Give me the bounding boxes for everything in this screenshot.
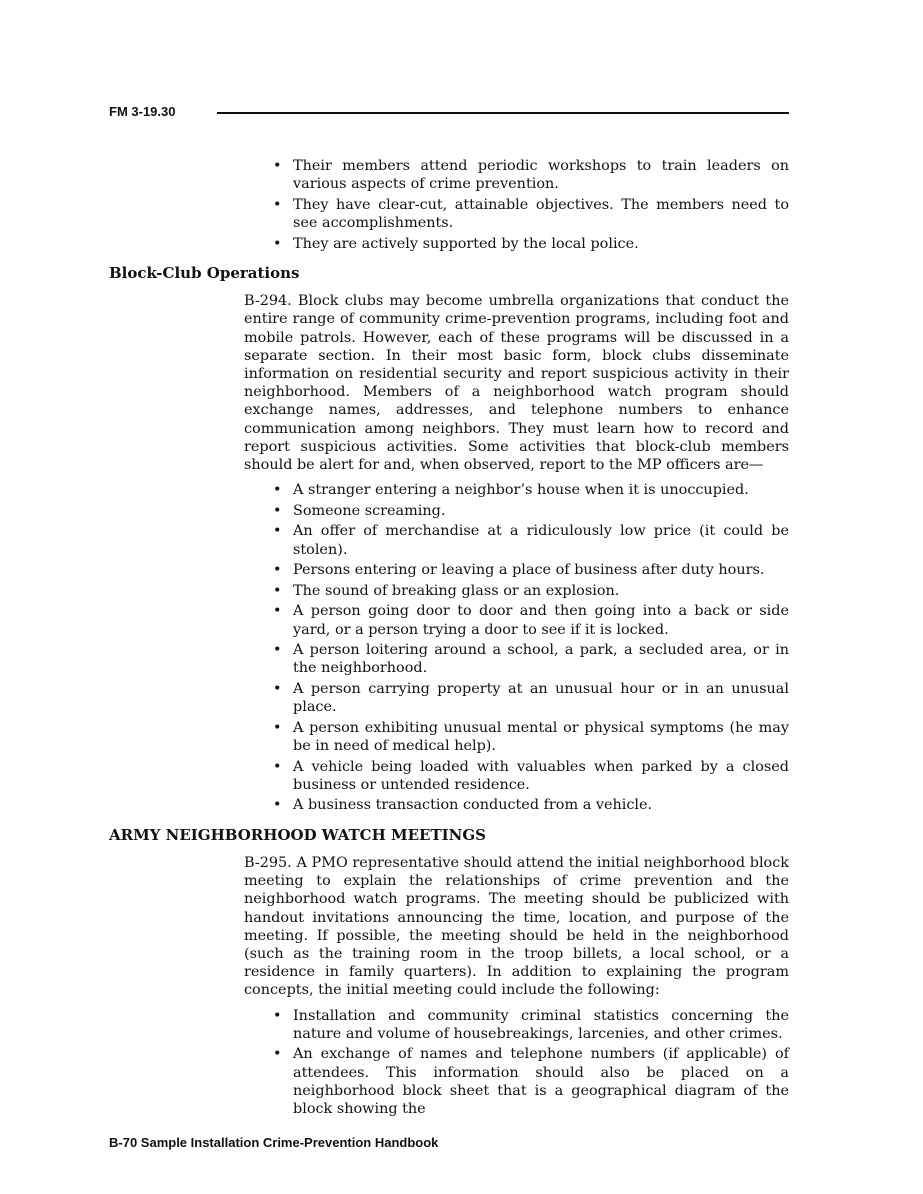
page-header	[109, 104, 789, 124]
list-item: • A stranger entering a neighbor’s house when it is unoccupied.	[273, 482, 749, 499]
bullet-glyph: •	[273, 482, 282, 499]
bullet-glyph: •	[273, 680, 282, 697]
list-item: • An exchange of names and telephone numbers (if applicable) of attendees. This information should also be placed on a neighborhood block sheet that is a geographical diagram of the block showing the	[273, 1046, 789, 1117]
bullet-glyph: •	[273, 523, 282, 540]
list-item: • They are actively supported by the local police.	[273, 235, 639, 252]
bullet-glyph: •	[273, 603, 282, 620]
list-item: • Their members attend periodic workshops to train leaders on various aspects of crime prevention.	[273, 158, 789, 193]
list-item: • A vehicle being loaded with valuables when parked by a closed business or untended residence.	[273, 758, 789, 793]
list-item: • An offer of merchandise at a ridiculously low price (it could be stolen).	[273, 523, 789, 558]
paragraph-b-294: B-294. Block clubs may become umbrella organizations that conduct the entire range of community crime-prevention programs, including foot and mobile patrols. However, each of these programs will be discussed in a separate section. In their most basic form, block clubs disseminate information on residential security and report suspicious activity in their neighborhood. Members of a neighborhood watch program should exchange names, addresses, and telephone numbers to enhance communication among neighbors. They must learn how to record and report suspicious activities. Some activities that block-club members should be alert for and, when observed, report to the MP officers are—	[244, 293, 789, 474]
bullet-glyph: •	[273, 582, 282, 599]
bullet-glyph: •	[273, 797, 282, 814]
bullet-glyph: •	[273, 196, 282, 213]
list-item: • The sound of breaking glass or an explosion.	[273, 582, 620, 599]
list-item: • A person going door to door and then going into a back or side yard, or a person trying a door to see if it is locked.	[273, 603, 789, 638]
section-heading-meetings: ARMY NEIGHBORHOOD WATCH MEETINGS	[109, 825, 487, 844]
list-item: • Installation and community criminal statistics concerning the nature and volume of housebreakings, larcenies, and other crimes.	[273, 1007, 789, 1042]
list-item: • A business transaction conducted from a vehicle.	[273, 797, 653, 814]
bullet-glyph: •	[273, 719, 282, 736]
bullet-glyph: •	[273, 642, 282, 659]
list-item: • Persons entering or leaving a place of business after duty hours.	[273, 562, 765, 579]
list-item: • Someone screaming.	[273, 502, 446, 519]
bullet-list-meeting-agenda	[109, 1007, 789, 1119]
manual-number: FM 3-19.30	[109, 104, 176, 119]
list-item: • A person loitering around a school, a park, a secluded area, or in the neighborhood.	[273, 642, 789, 677]
bullet-glyph: •	[273, 758, 282, 775]
bullet-glyph: •	[273, 1046, 282, 1063]
bullet-glyph: •	[273, 562, 282, 579]
paragraph-b-295: B-295. A PMO representative should attend the initial neighborhood block meeting to explain the relationships of crime prevention and the neighborhood watch programs. The meeting should be publicized with handout invitations announcing the time, location, and purpose of the meeting. If possible, the meeting should be held in the neighborhood (such as the training room in the troop billets, a local school, or a residence in family quarters). In addition to explaining the program concepts, the initial meeting could include the following:	[244, 854, 789, 999]
list-item: • A person exhibiting unusual mental or physical symptoms (he may be in need of medical help).	[273, 719, 789, 754]
bullet-list-suspicious-activities	[109, 481, 789, 814]
page-content	[109, 157, 789, 1121]
list-item: • A person carrying property at an unusual hour or in an unusual place.	[273, 680, 789, 716]
bullet-glyph: •	[273, 235, 282, 252]
bullet-glyph: •	[273, 158, 282, 174]
section-heading-block-club: Block-Club Operations	[109, 264, 300, 283]
list-item: • They have clear-cut, attainable objectives. The members need to see accomplishments.	[273, 196, 789, 231]
header-rule	[217, 112, 789, 114]
page-footer: B-70 Sample Installation Crime-Prevention Handbook	[109, 1135, 439, 1150]
bullet-list-top	[109, 157, 789, 253]
bullet-glyph: •	[273, 502, 282, 519]
bullet-glyph: •	[273, 1007, 282, 1024]
